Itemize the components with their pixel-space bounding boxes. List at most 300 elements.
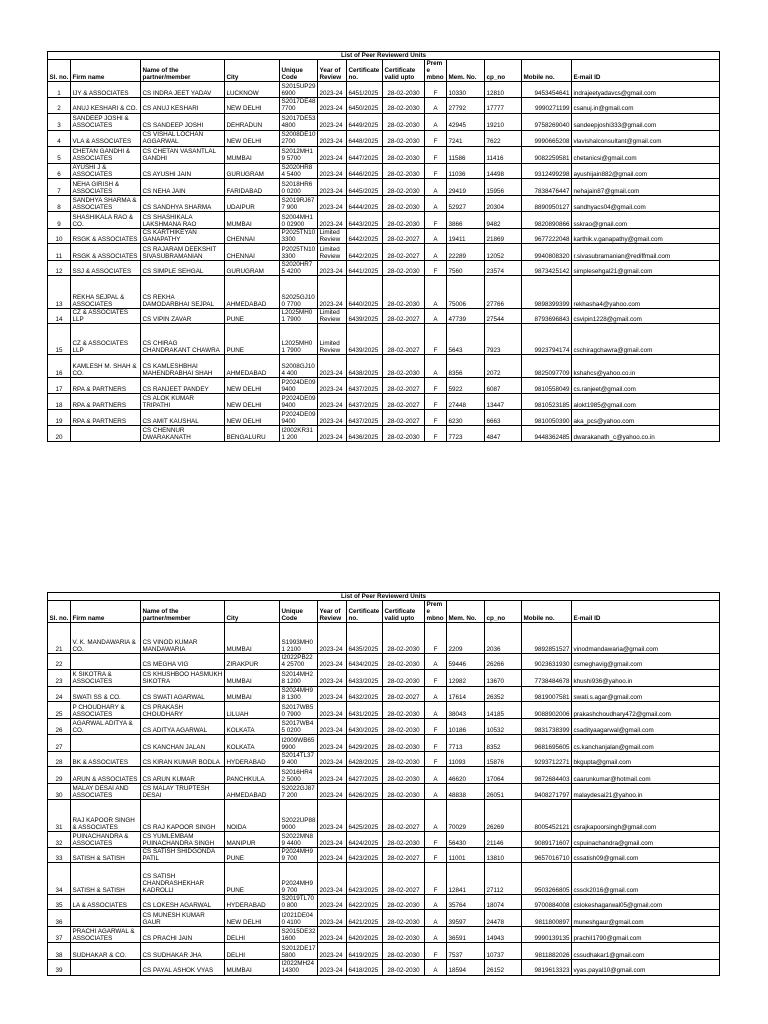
certificate-no-cell: 6438/2025 (347, 355, 383, 378)
mem-no-cell: 42945 (447, 113, 485, 130)
table-row (48, 701, 720, 718)
valid-upto-cell: 28-02-2030 (383, 98, 425, 113)
city-cell: NEW DELHI (225, 910, 280, 927)
firm-name-cell: SANDHYA SHARMA & ASSOCIATES (71, 195, 141, 211)
sl-no-cell: 35 (48, 895, 71, 910)
email-cell: nehajain87@gmail.com (572, 178, 720, 195)
cp-no-cell: 12810 (485, 82, 522, 98)
valid-upto-cell: 28-02-2030 (383, 211, 425, 228)
column-header: E-mail ID (572, 60, 720, 82)
city-cell: PANCHKULA (225, 766, 280, 783)
membership-type-cell: A (425, 783, 447, 799)
mem-no-cell: 10186 (447, 718, 485, 734)
membership-type-cell: A (425, 98, 447, 113)
column-header: Certificate no. (347, 60, 383, 82)
firm-name-cell: REKHA SEJPAL & ASSOCIATES (71, 276, 141, 309)
membership-type-cell: F (425, 943, 447, 960)
valid-upto-cell: 28-02-2030 (383, 654, 425, 669)
table-row (48, 211, 720, 228)
year-of-review-cell: Limited Review (318, 243, 347, 260)
table-row (48, 394, 720, 410)
membership-type-cell: F (425, 394, 447, 410)
certificate-no-cell: 6419/2025 (347, 943, 383, 960)
email-cell: prakashchoudhary472@gmail.com (572, 701, 720, 718)
column-header: Mem. No. (447, 60, 485, 82)
partner-name-cell: CS KANCHAN JALAN (141, 734, 225, 751)
sl-no-cell: 30 (48, 783, 71, 799)
membership-type-cell: F (425, 718, 447, 734)
city-cell: BENGALURU (225, 426, 280, 442)
mobile-no-cell: 9990665208 (522, 130, 572, 146)
table-row (48, 228, 720, 243)
membership-type-cell: A (425, 686, 447, 701)
membership-type-cell: A (425, 228, 447, 243)
unique-code-cell: S2014MH28 1200 (280, 669, 318, 686)
column-header: Preme mbno (425, 601, 447, 623)
column-header: E-mail ID (572, 601, 720, 623)
partner-name-cell: CS ARUN KUMAR (141, 766, 225, 783)
table-row (48, 178, 720, 195)
year-of-review-cell: 2023-24 (318, 146, 347, 163)
partner-name-cell: CS ADITYA AGARWAL (141, 718, 225, 734)
table-row (48, 378, 720, 394)
unique-code-cell: S2025GJ100 7700 (280, 276, 318, 309)
year-of-review-cell: 2023-24 (318, 734, 347, 751)
cp-no-cell: 26352 (485, 686, 522, 701)
firm-name-cell (71, 960, 141, 975)
cp-no-cell: 26269 (485, 799, 522, 831)
firm-name-cell: V. K. MANDAWARIA & CO. (71, 623, 141, 654)
table-row (48, 243, 720, 260)
mobile-no-cell: 9990271199 (522, 98, 572, 113)
cp-no-cell: 2072 (485, 355, 522, 378)
firm-name-cell: ANUJ KESHARI & CO. (71, 98, 141, 113)
mem-no-cell: 11586 (447, 146, 485, 163)
membership-type-cell: A (425, 243, 447, 260)
city-cell: UDAIPUR (225, 195, 280, 211)
year-of-review-cell: 2023-24 (318, 654, 347, 669)
mobile-no-cell: 9677222048 (522, 228, 572, 243)
partner-name-cell: CS PRACHI JAIN (141, 927, 225, 943)
valid-upto-cell: 28-02-2030 (383, 734, 425, 751)
partner-name-cell: CS VIPIN ZAVAR (141, 309, 225, 324)
column-header: Certificate valid upto (383, 601, 425, 623)
year-of-review-cell: 2023-24 (318, 211, 347, 228)
mem-no-cell: 7713 (447, 734, 485, 751)
partner-name-cell: CS MALAY TRUPTESH DESAI (141, 783, 225, 799)
table-row (48, 276, 720, 309)
partner-name-cell: CS CHETAN VASANTLAL GANDHI (141, 146, 225, 163)
mobile-no-cell: 9453454641 (522, 82, 572, 98)
sl-no-cell: 29 (48, 766, 71, 783)
membership-type-cell: A (425, 113, 447, 130)
mem-no-cell: 6230 (447, 410, 485, 426)
column-header: cp_no (485, 60, 522, 82)
city-cell: KOLKATA (225, 718, 280, 734)
partner-name-cell: CS VISHAL LOCHAN AGGARWAL (141, 130, 225, 146)
city-cell: DEHRADUN (225, 113, 280, 130)
membership-type-cell: F (425, 82, 447, 98)
valid-upto-cell: 28-02-2027 (383, 686, 425, 701)
year-of-review-cell: 2023-24 (318, 355, 347, 378)
unique-code-cell: I2009WB65 9900 (280, 734, 318, 751)
partner-name-cell: CS KHUSHBOO HASMUKH SIKOTRA (141, 669, 225, 686)
sl-no-cell: 16 (48, 355, 71, 378)
mobile-no-cell: 9681695605 (522, 734, 572, 751)
firm-name-cell (71, 654, 141, 669)
email-cell: kshahcs@yahoo.co.in (572, 355, 720, 378)
peer-review-table-1 (47, 51, 719, 442)
sl-no-cell: 11 (48, 243, 71, 260)
mem-no-cell: 39597 (447, 910, 485, 927)
mem-no-cell: 46620 (447, 766, 485, 783)
mobile-no-cell: 9831738399 (522, 718, 572, 734)
mem-no-cell: 7241 (447, 130, 485, 146)
city-cell: MUMBAI (225, 146, 280, 163)
partner-name-cell: CS ALOK KUMAR TRIPATHI (141, 394, 225, 410)
certificate-no-cell: 6449/2025 (347, 113, 383, 130)
firm-name-cell: RPA & PARTNERS (71, 378, 141, 394)
year-of-review-cell: 2023-24 (318, 669, 347, 686)
table-row (48, 910, 720, 927)
email-cell: cs.ranjeet@gmail.com (572, 378, 720, 394)
cp-no-cell: 10737 (485, 943, 522, 960)
year-of-review-cell: Limited Review (318, 309, 347, 324)
email-cell: cschiragchawra@gmail.com (572, 324, 720, 355)
cp-no-cell: 21146 (485, 831, 522, 847)
valid-upto-cell: 28-02-2030 (383, 751, 425, 766)
valid-upto-cell: 28-02-2030 (383, 146, 425, 163)
year-of-review-cell: 2023-24 (318, 178, 347, 195)
column-header: Name of the partner/member (141, 60, 225, 82)
certificate-no-cell: 6431/2025 (347, 701, 383, 718)
sl-no-cell: 27 (48, 734, 71, 751)
sl-no-cell: 28 (48, 751, 71, 766)
membership-type-cell: A (425, 195, 447, 211)
city-cell: NEW DELHI (225, 394, 280, 410)
mem-no-cell: 2209 (447, 623, 485, 654)
cp-no-cell: 6087 (485, 378, 522, 394)
cp-no-cell: 24478 (485, 910, 522, 927)
table-row (48, 410, 720, 426)
certificate-no-cell: 6418/2025 (347, 960, 383, 975)
email-cell: khushi936@yahoo.in (572, 669, 720, 686)
city-cell: AHMEDABAD (225, 355, 280, 378)
column-header: Year of Review (318, 60, 347, 82)
cp-no-cell: 15956 (485, 178, 522, 195)
email-cell: vinodmandawaria@gmail.com (572, 623, 720, 654)
city-cell: NEW DELHI (225, 130, 280, 146)
valid-upto-cell: 28-02-2030 (383, 623, 425, 654)
membership-type-cell: A (425, 701, 447, 718)
mobile-no-cell: 9923794174 (522, 324, 572, 355)
mobile-no-cell: 9082259581 (522, 146, 572, 163)
mobile-no-cell: 9023631930 (522, 654, 572, 669)
city-cell: FARIDABAD (225, 178, 280, 195)
sl-no-cell: 12 (48, 260, 71, 275)
certificate-no-cell: 6448/2025 (347, 130, 383, 146)
sl-no-cell: 36 (48, 910, 71, 927)
valid-upto-cell: 28-02-2030 (383, 178, 425, 195)
year-of-review-cell: 2023-24 (318, 783, 347, 799)
membership-type-cell: F (425, 324, 447, 355)
firm-name-cell (71, 910, 141, 927)
table-row (48, 766, 720, 783)
unique-code-cell: P2024DE09 9400 (280, 394, 318, 410)
partner-name-cell: CS RANJEET PANDEY (141, 378, 225, 394)
mem-no-cell: 12841 (447, 863, 485, 895)
partner-name-cell: CS NEHA JAIN (141, 178, 225, 195)
mobile-no-cell: 8005452121 (522, 799, 572, 831)
unique-code-cell: S2017DE48 7700 (280, 98, 318, 113)
unique-code-cell: S2015UP29 6900 (280, 82, 318, 98)
sl-no-cell: 2 (48, 98, 71, 113)
peer-review-table-2 (47, 592, 719, 976)
mobile-no-cell: 9940808320 (522, 243, 572, 260)
unique-code-cell: S2022GJ877 200 (280, 783, 318, 799)
valid-upto-cell: 28-02-2030 (383, 130, 425, 146)
partner-name-cell: CS MUNESH KUMAR GAUR (141, 910, 225, 927)
email-cell: ayushijain882@gmail.com (572, 163, 720, 178)
partner-name-cell: CS KARTHIKEYAN GANAPATHY (141, 228, 225, 243)
year-of-review-cell: 2023-24 (318, 927, 347, 943)
table-row (48, 960, 720, 975)
certificate-no-cell: 6424/2025 (347, 831, 383, 847)
unique-code-cell: S2017WB50 7900 (280, 701, 318, 718)
column-header: Sl. no. (48, 601, 71, 623)
mem-no-cell: 12982 (447, 669, 485, 686)
column-header: City (225, 601, 280, 623)
valid-upto-cell: 28-02-2030 (383, 831, 425, 847)
column-header: cp_no (485, 601, 522, 623)
membership-type-cell: F (425, 211, 447, 228)
cp-no-cell: 26051 (485, 783, 522, 799)
certificate-no-cell: 6445/2025 (347, 178, 383, 195)
column-header: Firm name (71, 60, 141, 82)
firm-name-cell: PRACHI AGARWAL & ASSOCIATES (71, 927, 141, 943)
year-of-review-cell: 2023-24 (318, 98, 347, 113)
table-row (48, 113, 720, 130)
city-cell: DELHI (225, 927, 280, 943)
partner-name-cell: CS VINOD KUMAR MANDAWARIA (141, 623, 225, 654)
valid-upto-cell: 28-02-2030 (383, 355, 425, 378)
cp-no-cell: 27112 (485, 863, 522, 895)
city-cell: PUNE (225, 324, 280, 355)
column-header: Year of Review (318, 601, 347, 623)
city-cell: CHENNAI (225, 243, 280, 260)
email-cell: csrajkapoorsingh@gmail.com (572, 799, 720, 831)
table-row (48, 895, 720, 910)
city-cell: GURUGRAM (225, 260, 280, 275)
sl-no-cell: 19 (48, 410, 71, 426)
mem-no-cell: 22289 (447, 243, 485, 260)
sl-no-cell: 9 (48, 211, 71, 228)
cp-no-cell: 13670 (485, 669, 522, 686)
table-row (48, 847, 720, 862)
membership-type-cell: F (425, 863, 447, 895)
partner-name-cell: CS SANDHYA SHARMA (141, 195, 225, 211)
firm-name-cell: NEHA GIRISH & ASSOCIATES (71, 178, 141, 195)
membership-type-cell: F (425, 410, 447, 426)
sl-no-cell: 32 (48, 831, 71, 847)
firm-name-cell: CZ & ASSOCIATES LLP (71, 309, 141, 324)
mobile-no-cell: 9503266805 (522, 863, 572, 895)
certificate-no-cell: 6436/2025 (347, 426, 383, 442)
year-of-review-cell: 2023-24 (318, 831, 347, 847)
city-cell: NEW DELHI (225, 378, 280, 394)
cp-no-cell: 7622 (485, 130, 522, 146)
firm-name-cell: RPA & PARTNERS (71, 394, 141, 410)
year-of-review-cell: 2023-24 (318, 863, 347, 895)
valid-upto-cell: 28-02-2030 (383, 910, 425, 927)
cp-no-cell: 8352 (485, 734, 522, 751)
mobile-no-cell: 9088902006 (522, 701, 572, 718)
valid-upto-cell: 28-02-2030 (383, 766, 425, 783)
mem-no-cell: 17614 (447, 686, 485, 701)
sl-no-cell: 8 (48, 195, 71, 211)
partner-name-cell: CS YUMLEMBAM PUINACHANDRA SINGH (141, 831, 225, 847)
column-header: Unique Code (280, 60, 318, 82)
membership-type-cell: F (425, 734, 447, 751)
firm-name-cell: K SIKOTRA & ASSOCIATES (71, 669, 141, 686)
firm-name-cell: AYUSHI J & ASSOCIATES (71, 163, 141, 178)
valid-upto-cell: 28-02-2027 (383, 228, 425, 243)
cp-no-cell: 10532 (485, 718, 522, 734)
sl-no-cell: 1 (48, 82, 71, 98)
city-cell: HYDERABAD (225, 751, 280, 766)
partner-name-cell: CS KAMLESHBHAI MAHENDRABHAI SHAH (141, 355, 225, 378)
partner-name-cell: CS CHENNUR DWARAKANATH (141, 426, 225, 442)
mem-no-cell: 7537 (447, 943, 485, 960)
email-cell: indrajeetyadavcs@gmail.com (572, 82, 720, 98)
unique-code-cell: P2024DE09 9400 (280, 410, 318, 426)
partner-name-cell: CS AYUSHI JAIN (141, 163, 225, 178)
mem-no-cell: 29419 (447, 178, 485, 195)
unique-code-cell: S2018HR60 0200 (280, 178, 318, 195)
unique-code-cell: S2022MN89 4400 (280, 831, 318, 847)
city-cell: NEW DELHI (225, 98, 280, 113)
column-header: City (225, 60, 280, 82)
firm-name-cell: AGARWAL ADITYA & CO. (71, 718, 141, 734)
email-cell: swati.s.agar@gmail.com (572, 686, 720, 701)
mobile-no-cell: 9089171607 (522, 831, 572, 847)
sl-no-cell: 17 (48, 378, 71, 394)
partner-name-cell: CS AMIT KAUSHAL (141, 410, 225, 426)
year-of-review-cell: 2023-24 (318, 276, 347, 309)
mobile-no-cell: 9758269040 (522, 113, 572, 130)
year-of-review-cell: 2023-24 (318, 410, 347, 426)
table-row (48, 734, 720, 751)
valid-upto-cell: 28-02-2030 (383, 895, 425, 910)
mobile-no-cell: 9810558049 (522, 378, 572, 394)
email-cell: cssatish09@gmail.com (572, 847, 720, 862)
firm-name-cell: SATISH & SATISH (71, 847, 141, 862)
membership-type-cell: F (425, 130, 447, 146)
sl-no-cell: 22 (48, 654, 71, 669)
column-header: Preme mbno (425, 60, 447, 82)
city-cell: MUMBAI (225, 960, 280, 975)
email-cell: chetanicsi@gmail.com (572, 146, 720, 163)
valid-upto-cell: 28-02-2027 (383, 394, 425, 410)
year-of-review-cell: 2023-24 (318, 426, 347, 442)
column-header: Mobile no. (522, 601, 572, 623)
mem-no-cell: 19411 (447, 228, 485, 243)
firm-name-cell: P CHOUDHARY & ASSOCIATES (71, 701, 141, 718)
mem-no-cell: 8356 (447, 355, 485, 378)
column-header: Certificate no. (347, 601, 383, 623)
mobile-no-cell: 9892851527 (522, 623, 572, 654)
mem-no-cell: 38043 (447, 701, 485, 718)
membership-type-cell: A (425, 799, 447, 831)
valid-upto-cell: 28-02-2030 (383, 927, 425, 943)
unique-code-cell: S2017WB45 0200 (280, 718, 318, 734)
certificate-no-cell: 6443/2025 (347, 211, 383, 228)
mem-no-cell: 3866 (447, 211, 485, 228)
cp-no-cell: 20304 (485, 195, 522, 211)
column-header: Firm name (71, 601, 141, 623)
mem-no-cell: 7723 (447, 426, 485, 442)
mem-no-cell: 27792 (447, 98, 485, 113)
partner-name-cell: CS SATISH CHANDRASHEKHAR KADROLLI (141, 863, 225, 895)
city-cell: AHMEDABAD (225, 276, 280, 309)
firm-name-cell: SANDEEP JOSHI & ASSOCIATES (71, 113, 141, 130)
certificate-no-cell: 6444/2025 (347, 195, 383, 211)
partner-name-cell: CS ANUJ KESHARI (141, 98, 225, 113)
firm-name-cell: CZ & ASSOCIATES LLP (71, 324, 141, 355)
email-cell: malaydesai21@yahoo.in (572, 783, 720, 799)
partner-name-cell: CS SATISH SHIDGONDA PATIL (141, 847, 225, 862)
membership-type-cell: F (425, 751, 447, 766)
unique-code-cell: P2024MH99 700 (280, 863, 318, 895)
header-row (48, 60, 720, 82)
firm-name-cell: SSJ & ASSOCIATES (71, 260, 141, 275)
unique-code-cell: P2025TN10 3300 (280, 243, 318, 260)
valid-upto-cell: 28-02-2030 (383, 718, 425, 734)
certificate-no-cell: 6437/2025 (347, 410, 383, 426)
certificate-no-cell: 6426/2025 (347, 783, 383, 799)
year-of-review-cell: 2023-24 (318, 686, 347, 701)
email-cell: rekhasha4@yahoo.com (572, 276, 720, 309)
cp-no-cell: 19210 (485, 113, 522, 130)
certificate-no-cell: 6440/2025 (347, 276, 383, 309)
firm-name-cell: MALAY DESAI AND ASSOCIATES (71, 783, 141, 799)
table-title: List of Peer Reviewerd Units (48, 52, 720, 60)
sl-no-cell: 7 (48, 178, 71, 195)
city-cell: MUMBAI (225, 686, 280, 701)
city-cell: LUCKNOW (225, 82, 280, 98)
partner-name-cell: CS INDRA JEET YADAV (141, 82, 225, 98)
mobile-no-cell: 9448362485 (522, 426, 572, 442)
mobile-no-cell: 9825097709 (522, 355, 572, 378)
table-row (48, 309, 720, 324)
firm-name-cell (71, 426, 141, 442)
sl-no-cell: 25 (48, 701, 71, 718)
firm-name-cell: SATISH & SATISH (71, 863, 141, 895)
table-row (48, 718, 720, 734)
city-cell: MUMBAI (225, 669, 280, 686)
sl-no-cell: 5 (48, 146, 71, 163)
mem-no-cell: 52927 (447, 195, 485, 211)
year-of-review-cell: Limited Review (318, 228, 347, 243)
mobile-no-cell: 9872684403 (522, 766, 572, 783)
sl-no-cell: 21 (48, 623, 71, 654)
valid-upto-cell: 28-02-2030 (383, 276, 425, 309)
firm-name-cell: SHASHIKALA RAO & CO. (71, 211, 141, 228)
partner-name-cell: CS PRAKASH CHOUDHARY (141, 701, 225, 718)
cp-no-cell: 11416 (485, 146, 522, 163)
email-cell: caarunkumar@hotmail.com (572, 766, 720, 783)
membership-type-cell: F (425, 847, 447, 862)
